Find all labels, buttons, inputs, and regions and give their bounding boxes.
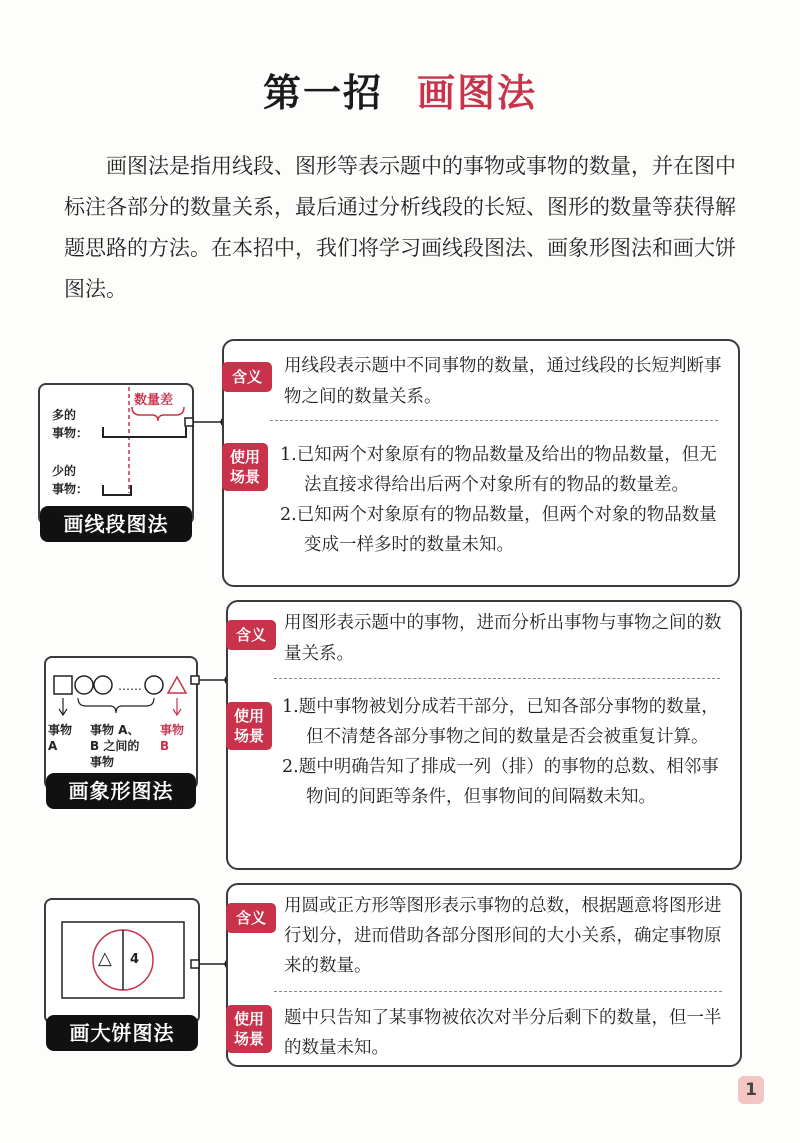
usage-item: 1.已知两个对象原有的物品数量及给出的物品数量，但无法直接求得给出后两个对象所有的物品的数量差。: [280, 445, 717, 495]
meaning-tag: 含义: [226, 620, 276, 650]
thing-b-1: 事物: [160, 723, 185, 737]
method-panel-pie: [226, 883, 742, 1067]
pie-svg: [46, 900, 198, 1022]
pictograph-diagram: [44, 656, 198, 790]
method-label-line-segment: 画线段图法: [40, 506, 192, 542]
section-divider: [274, 678, 720, 679]
usage-item: 2.已知两个对象原有的物品数量，但两个对象的物品数量变成一样多时的数量未知。: [280, 505, 717, 555]
between-1: 事物 A、: [90, 723, 140, 737]
section-divider: [274, 991, 722, 992]
usage-tag-line1: 使用: [233, 1010, 264, 1028]
less-label-2: 事物：: [52, 482, 89, 496]
usage-tag-line2: 场景: [233, 1030, 264, 1048]
usage-list: [280, 440, 728, 560]
thing-a-2: A: [48, 739, 58, 753]
difference-brace: [132, 407, 184, 421]
between-2: B 之间的: [90, 739, 140, 753]
line-segment-diagram: [38, 383, 194, 525]
usage-tag-line1: 使用: [233, 707, 264, 725]
usage-text: 题中只告知了某事物被依次对半分后剩下的数量，但一半的数量未知。: [284, 1008, 722, 1058]
dots: ……: [118, 679, 142, 693]
between-brace: [78, 698, 154, 713]
triangle-shape: [168, 677, 186, 693]
page-number: 1: [738, 1076, 764, 1104]
method-label-pie: 画大饼图法: [46, 1015, 198, 1051]
difference-label: 数量差: [134, 393, 174, 408]
triangle-mark: △: [98, 948, 112, 969]
usage-tag: [226, 1005, 272, 1053]
method-label-pictograph: 画象形图法: [46, 773, 196, 809]
between-3: 事物: [90, 755, 115, 769]
method-panel-pictograph: [226, 600, 742, 870]
meaning-tag: 含义: [222, 362, 272, 392]
more-segment: [103, 427, 186, 437]
more-label-1: 多的: [52, 408, 77, 422]
section-divider: [270, 420, 718, 421]
number-mark: 4: [130, 952, 140, 967]
thing-b-2: B: [160, 739, 170, 753]
meaning-text: 用圆或正方形等图形表示事物的总数，根据题意将图形进行划分，进而借助各部分图形间的大小关系，确定事物原来的数量。: [284, 896, 722, 976]
page-title: [0, 62, 800, 117]
intro-paragraph: 画图法是指用线段、图形等表示题中的事物或事物的数量，并在图中标注各部分的数量关系，最后通过分析线段的长短、图形的数量等获得解题思路的方法。在本招中，我们将学习画线段图法、画象形图法和画大饼图法。: [64, 154, 736, 301]
usage-tag: [222, 443, 268, 491]
meaning-text: 用图形表示题中的事物，进而分析出事物与事物之间的数量关系。: [284, 613, 722, 664]
pie-diagram: [44, 898, 200, 1024]
usage-item: 2.题中明确告知了排成一列（排）的事物的总数、相邻事物间的间距等条件，但事物间的间隔数未知。: [282, 757, 719, 807]
title-main: 画图法: [417, 71, 538, 115]
usage-tag-line2: 场景: [233, 727, 264, 745]
circle-shape: [94, 676, 112, 694]
meaning-tag: 含义: [226, 903, 276, 933]
circle-shape: [75, 676, 93, 694]
thing-a-1: 事物: [48, 723, 73, 737]
square-shape: [54, 676, 72, 694]
usage-tag-line1: 使用: [229, 448, 260, 466]
more-label-2: 事物：: [52, 426, 89, 440]
usage-tag-line2: 场景: [229, 468, 260, 486]
usage-tag: [226, 702, 272, 750]
circle-shape: [145, 676, 163, 694]
less-label-1: 少的: [52, 464, 77, 478]
title-prefix: 第一招: [262, 71, 383, 115]
meaning-text: 用线段表示题中不同事物的数量，通过线段的长短判断事物之间的数量关系。: [284, 356, 722, 407]
usage-item: 1.题中事物被划分成若干部分，已知各部分事物的数量，但不清楚各部分事物之间的数量是否会被重复计算。: [282, 697, 719, 747]
less-segment: [103, 485, 131, 495]
method-panel-line-segment: [222, 339, 740, 587]
usage-list: [282, 692, 728, 812]
